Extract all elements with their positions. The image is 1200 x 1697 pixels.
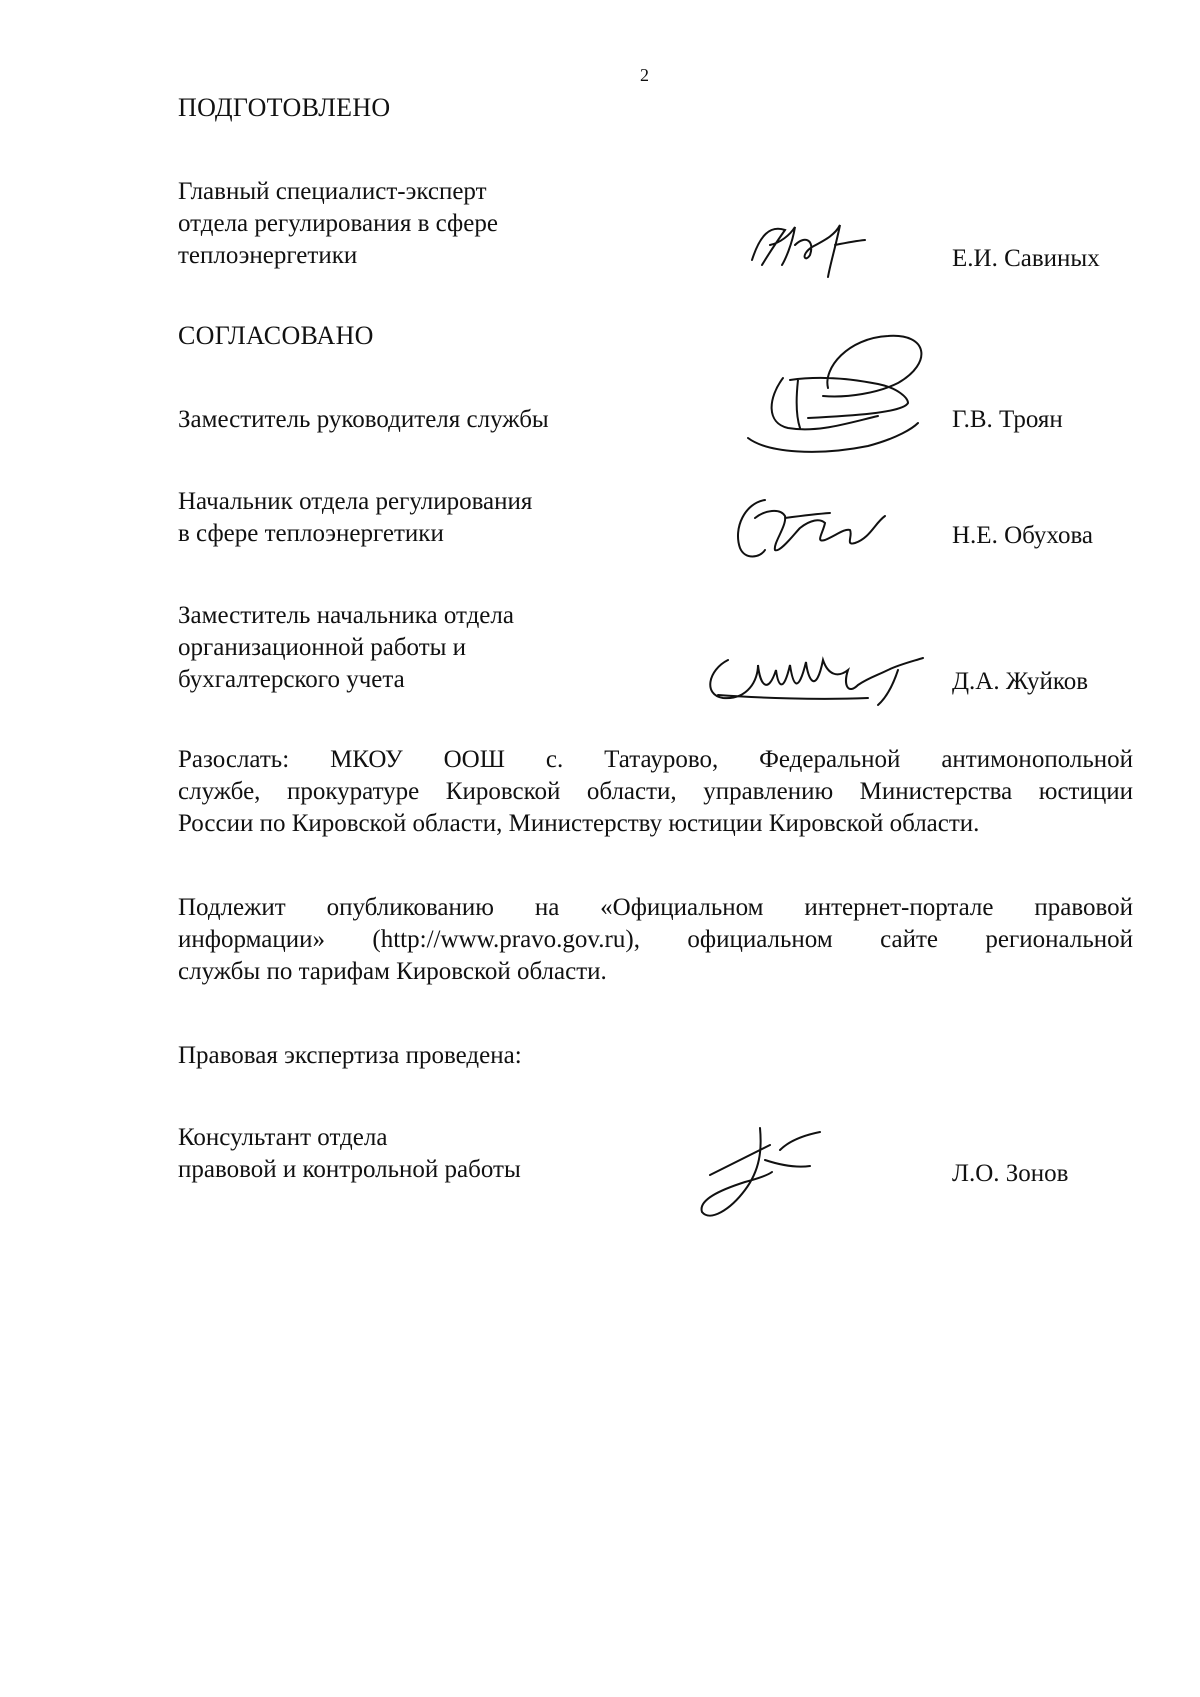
position-line: организационной работы и [178,634,467,661]
signer-position [178,404,648,436]
position-line: Консультант отдела [178,1124,388,1151]
signature-zonov [690,1120,850,1230]
signature-obukhova [725,488,905,568]
position-line: в сфере теплоэнергетики [178,520,444,547]
legal-review-heading: Правовая экспертиза проведена: [178,1042,522,1069]
publication-line: Подлежит опубликованию на «Официальном интернет-портале правовой [178,894,1133,921]
position-line: теплоэнергетики [178,242,358,269]
publication-paragraph [178,892,1133,988]
signer-name: Н.Е. Обухова [952,522,1094,549]
position-line: Главный специалист-эксперт [178,178,487,205]
position-line: бухгалтерского учета [178,666,405,693]
signature-troyan [728,328,948,478]
signature-zhuikov [698,640,938,720]
publication-line: информации» (http://www.pravo.gov.ru), официальном сайте региональной [178,926,1133,953]
publication-line: службы по тарифам Кировской области. [178,958,607,985]
agreed-heading: СОГЛАСОВАНО [178,321,374,350]
distribution-line: Разослать: МКОУ ООШ с. Татаурово, Федеральной антимонопольной [178,746,1133,773]
signature-savinykh [740,205,890,285]
distribution-paragraph [178,744,1133,840]
prepared-position [178,176,648,272]
position-line: отдела регулирования в сфере [178,210,498,237]
legal-review-position [178,1122,648,1186]
signer-position [178,600,648,696]
distribution-line: службе, прокуратуре Кировской области, управлению Министерства юстиции [178,778,1133,805]
signer-position [178,486,648,550]
prepared-heading: ПОДГОТОВЛЕНО [178,93,391,122]
signer-name: Д.А. Жуйков [952,668,1089,695]
legal-review-name: Л.О. Зонов [952,1160,1069,1187]
position-line: Начальник отдела регулирования [178,488,533,515]
position-line: Заместитель начальника отдела [178,602,514,629]
prepared-name: Е.И. Савиных [952,245,1100,272]
distribution-line: России по Кировской области, Министерству юстиции Кировской области. [178,810,980,837]
position-line: правовой и контрольной работы [178,1156,521,1183]
signer-name: Г.В. Троян [952,406,1063,433]
page-number: 2 [640,65,649,85]
position-line: Заместитель руководителя службы [178,406,549,433]
